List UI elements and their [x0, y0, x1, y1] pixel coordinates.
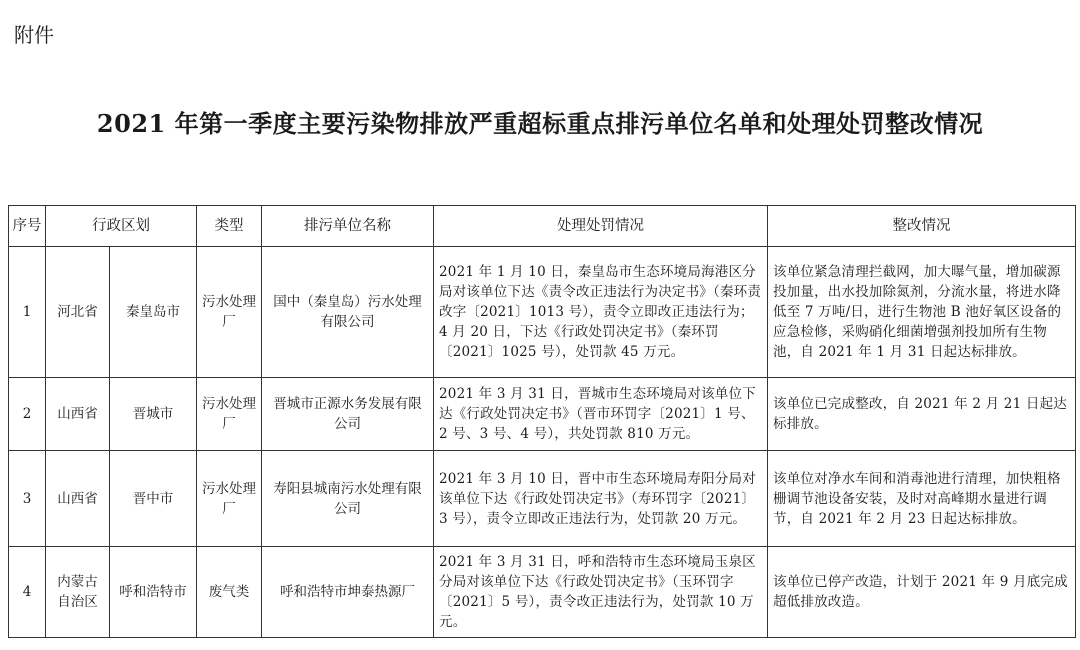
- table-row: [9, 378, 1076, 451]
- header-penalty: 处理处罚情况: [434, 206, 768, 247]
- header-unit-name: 排污单位名称: [262, 206, 434, 247]
- row-seq: 3: [9, 451, 46, 547]
- row-unit-name: 呼和浩特市坤泰热源厂: [262, 547, 434, 638]
- row-rectification: 该单位已完成整改，自 2021 年 2 月 21 日起达标排放。: [768, 378, 1076, 451]
- header-seq: 序号: [9, 206, 46, 247]
- row-rectification: 该单位已停产改造，计划于 2021 年 9 月底完成超低排放改造。: [768, 547, 1076, 638]
- row-province: 山西省: [46, 378, 110, 451]
- row-penalty: 2021 年 3 月 31 日，呼和浩特市生态环境局玉泉区分局对该单位下达《行政处罚决定书》（玉环罚字〔2021〕5 号），责令改正违法行为，处罚款 10 万元。: [434, 547, 768, 638]
- penalty-table: [8, 205, 1076, 638]
- table-row: [9, 247, 1076, 378]
- row-seq: 2: [9, 378, 46, 451]
- document-title: 2021 年第一季度主要污染物排放严重超标重点排污单位名单和处理处罚整改情况: [96, 109, 984, 138]
- row-province: 内蒙古自治区: [46, 547, 110, 638]
- row-seq: 4: [9, 547, 46, 638]
- row-penalty: 2021 年 3 月 10 日，晋中市生态环境局寿阳分局对该单位下达《行政处罚决定书》（寿环罚字〔2021〕3 号），责令立即改正违法行为，处罚款 20 万元。: [434, 451, 768, 547]
- row-unit-name: 寿阳县城南污水处理有限公司: [262, 451, 434, 547]
- header-region: 行政区划: [46, 206, 197, 247]
- row-unit-name: 国中（秦皇岛）污水处理有限公司: [262, 247, 434, 378]
- row-type: 废气类: [197, 547, 262, 638]
- header-type: 类型: [197, 206, 262, 247]
- row-type: 污水处理厂: [197, 378, 262, 451]
- row-province: 山西省: [46, 451, 110, 547]
- row-type: 污水处理厂: [197, 247, 262, 378]
- row-city: 晋中市: [110, 451, 197, 547]
- attachment-label: 附件: [14, 23, 54, 47]
- row-penalty: 2021 年 1 月 10 日，秦皇岛市生态环境局海港区分局对该单位下达《责令改正违法行为决定书》（秦环责改字〔2021〕1013 号），责令立即改正违法行为；4 月 20 日，下达《行政处罚决定书》（秦环罚〔2021〕1025 号），处罚款 45 万元。: [434, 247, 768, 378]
- row-city: 秦皇岛市: [110, 247, 197, 378]
- row-city: 呼和浩特市: [110, 547, 197, 638]
- row-province: 河北省: [46, 247, 110, 378]
- header-rectification: 整改情况: [768, 206, 1076, 247]
- table-row: [9, 451, 1076, 547]
- row-city: 晋城市: [110, 378, 197, 451]
- row-penalty: 2021 年 3 月 31 日，晋城市生态环境局对该单位下达《行政处罚决定书》（晋市环罚字〔2021〕1 号、2 号、3 号、4 号），共处罚款 810 万元。: [434, 378, 768, 451]
- table-header-row: [9, 206, 1076, 247]
- row-rectification: 该单位对净水车间和消毒池进行清理，加快粗格栅调节池设备安装，及时对高峰期水量进行调节，自 2021 年 2 月 23 日起达标排放。: [768, 451, 1076, 547]
- row-rectification: 该单位紧急清理拦截网，加大曝气量，增加碳源投加量，出水投加除氮剂，分流水量，将进水降低至 7 万吨/日，进行生物池 B 池好氧区设备的应急检修，采购硝化细菌增强剂投加所有生物池，自 2021 年 1 月 31 日起达标排放。: [768, 247, 1076, 378]
- table-row: [9, 547, 1076, 638]
- row-seq: 1: [9, 247, 46, 378]
- row-unit-name: 晋城市正源水务发展有限公司: [262, 378, 434, 451]
- row-type: 污水处理厂: [197, 451, 262, 547]
